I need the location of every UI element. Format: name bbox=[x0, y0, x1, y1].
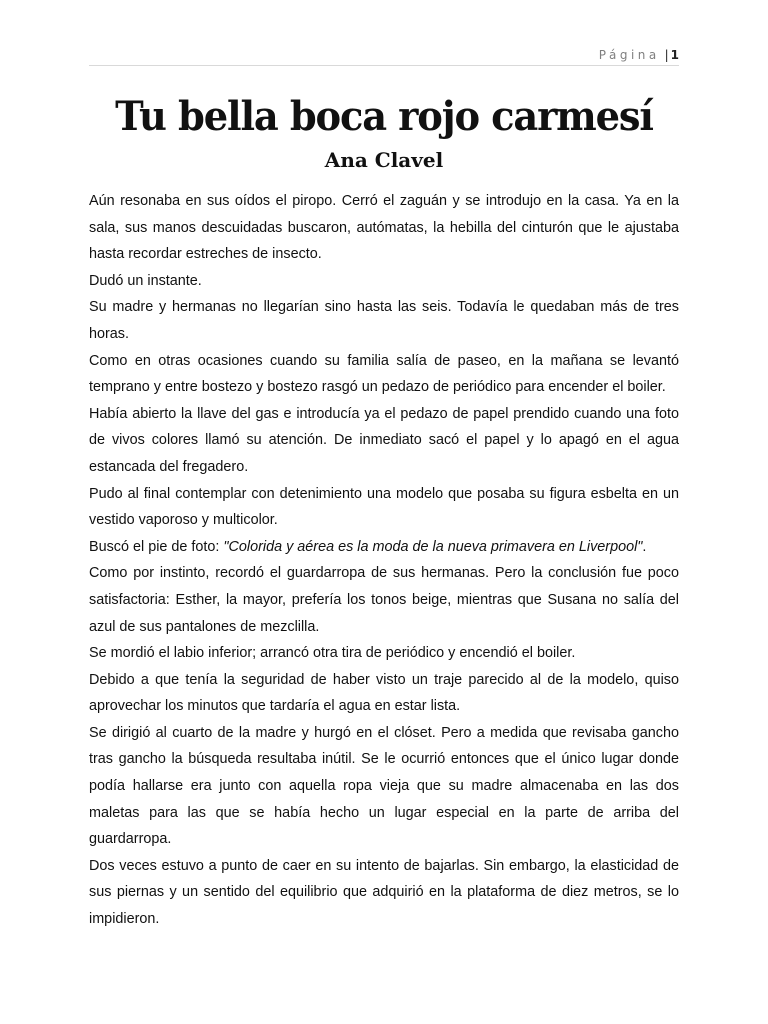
page-header bbox=[89, 45, 679, 66]
paragraph: Se dirigió al cuarto de la madre y hurgó en el clóset. Pero a medida que revisaba gancho tras gancho la búsqueda resultaba inútil. Se le ocurrió entonces que el único lugar donde podía hallarse era junto con aquella ropa vieja que su madre almacenaba en las dos maletas para las que se había hecho un lugar especial en la parte de arriba del guardarropa. bbox=[89, 724, 679, 848]
document-title: Tu bella boca rojo carmesí bbox=[115, 93, 653, 140]
caption-quote: "Colorida y aérea es la moda de la nueva primavera en Liverpool" bbox=[223, 538, 643, 555]
paragraph: Aún resonaba en sus oídos el piropo. Cerró el zaguán y se introdujo en la casa. Ya en la sala, sus manos descuidadas buscaron, autómatas, la hebilla del cinturón que le ajustaba hasta recordar estreches de insecto. bbox=[89, 193, 679, 263]
page-number: 1 bbox=[670, 48, 679, 62]
caption-prefix: Buscó el pie de foto: bbox=[89, 538, 224, 555]
paragraph: Pudo al final contemplar con detenimiento una modelo que posaba su figura esbelta en un vestido vaporoso y multicolor. bbox=[89, 485, 679, 529]
paragraph: Dos veces estuvo a punto de caer en su intento de bajarlas. Sin embargo, la elasticidad de sus piernas y un sentido del equilibrio que adquirió en la plataforma de diez metros, se lo impidieron. bbox=[89, 857, 679, 928]
document-author: Ana Clavel bbox=[324, 148, 444, 172]
paragraph: Como en otras ocasiones cuando su familia salía de paseo, en la mañana se levantó temprano y entre bostezo y bostezo rasgó un pedazo de periódico para encender el boiler. bbox=[89, 352, 679, 396]
paragraph: Había abierto la llave del gas e introducía ya el pedazo de papel prendido cuando una foto de vivos colores llamó su atención. De inmediato sacó el papel y lo apagó en el agua estancada del fregadero. bbox=[89, 405, 679, 475]
document-body bbox=[89, 188, 679, 933]
paragraph: Debido a que tenía la seguridad de haber visto un traje parecido al de la modelo, quiso aprovechar los minutos que tardaría el agua en estar lista. bbox=[89, 671, 679, 715]
paragraph: Su madre y hermanas no llegarían sino hasta las seis. Todavía le quedaban más de tres horas. bbox=[89, 299, 679, 342]
paragraph: Dudó un instante. bbox=[89, 272, 202, 289]
page-separator: | bbox=[664, 48, 669, 62]
caption-suffix: . bbox=[642, 538, 647, 555]
page-label: Página bbox=[598, 48, 660, 62]
paragraph: Como por instinto, recordó el guardarropa de sus hermanas. Pero la conclusión fue poco satisfactoria: Esther, la mayor, prefería los tonos beige, mientras que Susana no salía del azul de sus pantalones de mezclilla. bbox=[89, 565, 679, 635]
caption-paragraph bbox=[89, 534, 679, 561]
paragraph: Se mordió el labio inferior; arrancó otra tira de periódico y encendió el boiler. bbox=[89, 645, 576, 662]
